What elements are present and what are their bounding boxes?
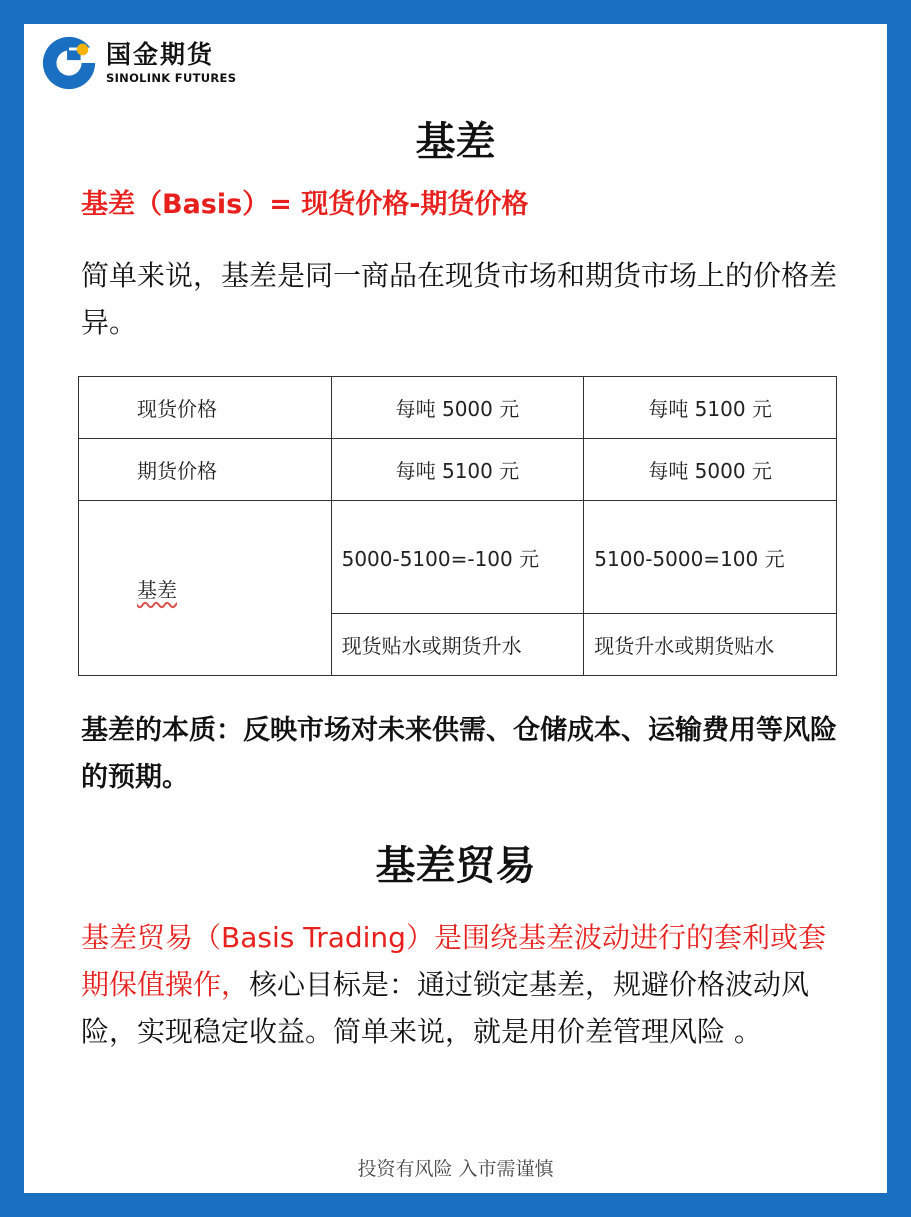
basis-trading-definition: 基差贸易（Basis Trading）是围绕基差波动进行的套利或套期保值操作， xyxy=(81,921,826,1001)
logo-english-name: SINOLINK FUTURES xyxy=(106,71,237,85)
basis-formula: 基差（Basis）= 现货价格-期货价格 xyxy=(81,189,529,220)
basis-essence: 基差的本质：反映市场对未来供需、仓储成本、运输费用等风险的预期。 xyxy=(81,715,837,793)
table-row-label: 基差 xyxy=(137,577,177,602)
table-row xyxy=(79,439,837,501)
table-cell: 现货贴水或期货升水 xyxy=(331,614,584,676)
table-cell: 每吨 5100 元 xyxy=(331,439,584,501)
table-cell: 5000-5100=-100 元 xyxy=(331,501,584,614)
section-title-basis: 基差 xyxy=(415,119,496,165)
basis-trading-description xyxy=(81,914,851,1055)
basis-row-label-cell xyxy=(79,501,332,676)
table-cell: 每吨 5000 元 xyxy=(584,439,837,501)
table-row xyxy=(79,377,837,439)
table-cell: 现货升水或期货贴水 xyxy=(584,614,837,676)
table-row-label: 期货价格 xyxy=(79,439,332,501)
sinolink-logo xyxy=(40,34,236,92)
content-card xyxy=(24,24,887,1193)
table-cell: 5100-5000=100 元 xyxy=(584,501,837,614)
table-cell: 每吨 5100 元 xyxy=(584,377,837,439)
logo-chinese-name: 国金期货 xyxy=(106,40,215,69)
basis-table xyxy=(78,376,837,676)
section-title-basis-trading: 基差贸易 xyxy=(375,843,536,889)
basis-trading-goal: 核心目标是：通过锁定基差，规避价格波动风险，实现稳定收益。简单来说，就是用价差管理风险 。 xyxy=(81,968,810,1048)
table-cell: 每吨 5000 元 xyxy=(331,377,584,439)
table-row xyxy=(79,501,837,614)
risk-disclaimer: 投资有风险 入市需谨慎 xyxy=(357,1158,554,1180)
basis-intro: 简单来说，基差是同一商品在现货市场和期货市场上的价格差异。 xyxy=(81,259,838,339)
sinolink-logo-icon xyxy=(40,34,98,92)
table-row-label: 现货价格 xyxy=(79,377,332,439)
